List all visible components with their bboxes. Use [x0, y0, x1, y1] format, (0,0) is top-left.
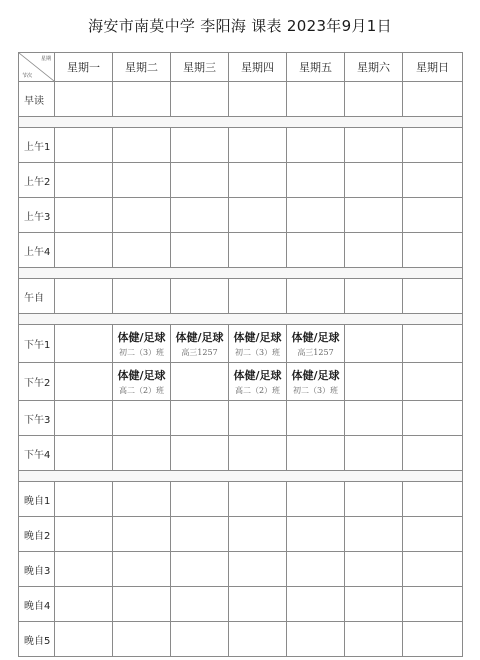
slot-cell — [287, 482, 345, 517]
slot-cell — [229, 482, 287, 517]
slot-cell — [55, 82, 113, 117]
slot-cell — [403, 198, 463, 233]
slot-cell — [171, 552, 229, 587]
slot-cell — [287, 552, 345, 587]
slot-cell — [403, 436, 463, 471]
slot-cell — [55, 552, 113, 587]
period-label: 上午1 — [19, 128, 55, 163]
lesson-cell — [113, 325, 171, 363]
slot-cell — [345, 482, 403, 517]
row-am4 — [19, 233, 463, 268]
period-label: 晚自5 — [19, 622, 55, 657]
slot-cell — [345, 279, 403, 314]
slot-cell — [113, 436, 171, 471]
slot-cell — [403, 82, 463, 117]
lesson-cell — [229, 363, 287, 401]
slot-cell — [403, 279, 463, 314]
slot-cell — [55, 587, 113, 622]
slot-cell — [171, 401, 229, 436]
corner-label-day: 星期 — [40, 56, 51, 62]
slot-cell — [229, 233, 287, 268]
lesson-subject: 体健/足球 — [233, 369, 282, 382]
slot-cell — [345, 401, 403, 436]
slot-cell — [171, 163, 229, 198]
slot-cell — [403, 233, 463, 268]
slot-cell — [403, 401, 463, 436]
slot-cell — [55, 517, 113, 552]
corner-cell — [19, 53, 55, 82]
lesson-subject: 体健/足球 — [117, 369, 166, 382]
slot-cell — [171, 128, 229, 163]
period-label: 晚自2 — [19, 517, 55, 552]
slot-cell — [403, 363, 463, 401]
period-label: 上午4 — [19, 233, 55, 268]
row-morning-read — [19, 82, 463, 117]
slot-cell — [403, 325, 463, 363]
slot-cell — [403, 587, 463, 622]
slot-cell — [229, 401, 287, 436]
slot-cell — [113, 279, 171, 314]
slot-cell — [171, 482, 229, 517]
slot-cell — [403, 552, 463, 587]
slot-cell — [345, 552, 403, 587]
row-am1 — [19, 128, 463, 163]
slot-cell — [345, 517, 403, 552]
separator-row — [19, 117, 463, 128]
slot-cell — [287, 279, 345, 314]
slot-cell — [113, 622, 171, 657]
slot-cell — [55, 622, 113, 657]
row-am2 — [19, 163, 463, 198]
slot-cell — [287, 128, 345, 163]
slot-cell — [287, 401, 345, 436]
slot-cell — [55, 233, 113, 268]
slot-cell — [55, 198, 113, 233]
row-pm2 — [19, 363, 463, 401]
row-pm4 — [19, 436, 463, 471]
period-label: 早读 — [19, 82, 55, 117]
header-row — [19, 53, 463, 82]
lesson-cell — [287, 325, 345, 363]
slot-cell — [229, 436, 287, 471]
slot-cell — [113, 517, 171, 552]
slot-cell — [287, 198, 345, 233]
slot-cell — [287, 163, 345, 198]
slot-cell — [113, 233, 171, 268]
lesson-class: 初二（3）班 — [234, 348, 281, 357]
row-ev3 — [19, 552, 463, 587]
slot-cell — [171, 198, 229, 233]
slot-cell — [403, 128, 463, 163]
corner-label-period: 节次 — [22, 73, 33, 79]
slot-cell — [55, 279, 113, 314]
slot-cell — [171, 82, 229, 117]
separator-row — [19, 314, 463, 325]
row-pm3 — [19, 401, 463, 436]
lesson-cell — [229, 325, 287, 363]
slot-cell — [171, 279, 229, 314]
lesson-class: 高三1257 — [181, 348, 218, 357]
lesson-subject: 体健/足球 — [291, 331, 340, 344]
slot-cell — [345, 325, 403, 363]
lesson-subject: 体健/足球 — [175, 331, 224, 344]
lesson-cell — [171, 325, 229, 363]
period-label: 晚自4 — [19, 587, 55, 622]
page-title: 海安市南莫中学 李阳海 课表 2023年9月1日 — [88, 17, 392, 35]
day-header-thu: 星期四 — [229, 53, 287, 82]
slot-cell — [229, 587, 287, 622]
row-ev1 — [19, 482, 463, 517]
row-ev5 — [19, 622, 463, 657]
slot-cell — [229, 517, 287, 552]
lesson-class: 高二（2）班 — [234, 386, 281, 395]
slot-cell — [55, 363, 113, 401]
period-label: 晚自1 — [19, 482, 55, 517]
slot-cell — [403, 482, 463, 517]
slot-cell — [229, 163, 287, 198]
lesson-subject: 体健/足球 — [233, 331, 282, 344]
slot-cell — [287, 587, 345, 622]
slot-cell — [345, 163, 403, 198]
slot-cell — [171, 363, 229, 401]
period-label: 上午2 — [19, 163, 55, 198]
slot-cell — [113, 82, 171, 117]
slot-cell — [403, 622, 463, 657]
slot-cell — [229, 82, 287, 117]
period-label: 晚自3 — [19, 552, 55, 587]
slot-cell — [55, 325, 113, 363]
slot-cell — [229, 622, 287, 657]
period-label: 下午1 — [19, 325, 55, 363]
slot-cell — [113, 482, 171, 517]
slot-cell — [345, 128, 403, 163]
separator-cell — [19, 471, 463, 482]
slot-cell — [229, 198, 287, 233]
slot-cell — [229, 552, 287, 587]
day-header-wed: 星期三 — [171, 53, 229, 82]
lesson-class: 高三1257 — [297, 348, 334, 357]
slot-cell — [345, 587, 403, 622]
lesson-cell — [113, 363, 171, 401]
slot-cell — [287, 233, 345, 268]
separator-row — [19, 268, 463, 279]
lesson-class: 高二（2）班 — [118, 386, 165, 395]
timetable — [18, 52, 463, 657]
lesson-class: 初二（3）班 — [118, 348, 165, 357]
row-am3 — [19, 198, 463, 233]
row-ev2 — [19, 517, 463, 552]
slot-cell — [113, 163, 171, 198]
slot-cell — [345, 198, 403, 233]
slot-cell — [345, 622, 403, 657]
slot-cell — [113, 587, 171, 622]
slot-cell — [113, 401, 171, 436]
lesson-subject: 体健/足球 — [117, 331, 166, 344]
day-header-sat: 星期六 — [345, 53, 403, 82]
separator-cell — [19, 314, 463, 325]
row-ev4 — [19, 587, 463, 622]
slot-cell — [171, 517, 229, 552]
slot-cell — [171, 587, 229, 622]
separator-cell — [19, 268, 463, 279]
row-pm1 — [19, 325, 463, 363]
period-label: 下午3 — [19, 401, 55, 436]
separator-row — [19, 471, 463, 482]
lesson-subject: 体健/足球 — [291, 369, 340, 382]
slot-cell — [345, 436, 403, 471]
slot-cell — [229, 128, 287, 163]
slot-cell — [345, 82, 403, 117]
slot-cell — [171, 436, 229, 471]
period-label: 下午4 — [19, 436, 55, 471]
day-header-sun: 星期日 — [403, 53, 463, 82]
lesson-cell — [287, 363, 345, 401]
period-label: 上午3 — [19, 198, 55, 233]
slot-cell — [345, 233, 403, 268]
day-header-fri: 星期五 — [287, 53, 345, 82]
slot-cell — [403, 517, 463, 552]
day-header-tue: 星期二 — [113, 53, 171, 82]
period-label: 下午2 — [19, 363, 55, 401]
slot-cell — [287, 622, 345, 657]
lesson-class: 初二（3）班 — [292, 386, 339, 395]
separator-cell — [19, 117, 463, 128]
slot-cell — [113, 198, 171, 233]
slot-cell — [171, 233, 229, 268]
slot-cell — [287, 436, 345, 471]
slot-cell — [171, 622, 229, 657]
slot-cell — [55, 128, 113, 163]
slot-cell — [55, 163, 113, 198]
slot-cell — [113, 552, 171, 587]
slot-cell — [403, 163, 463, 198]
slot-cell — [55, 436, 113, 471]
row-noon — [19, 279, 463, 314]
slot-cell — [229, 279, 287, 314]
slot-cell — [287, 517, 345, 552]
slot-cell — [55, 401, 113, 436]
slot-cell — [345, 363, 403, 401]
period-label: 午自 — [19, 279, 55, 314]
day-header-mon: 星期一 — [55, 53, 113, 82]
slot-cell — [287, 82, 345, 117]
slot-cell — [113, 128, 171, 163]
slot-cell — [55, 482, 113, 517]
